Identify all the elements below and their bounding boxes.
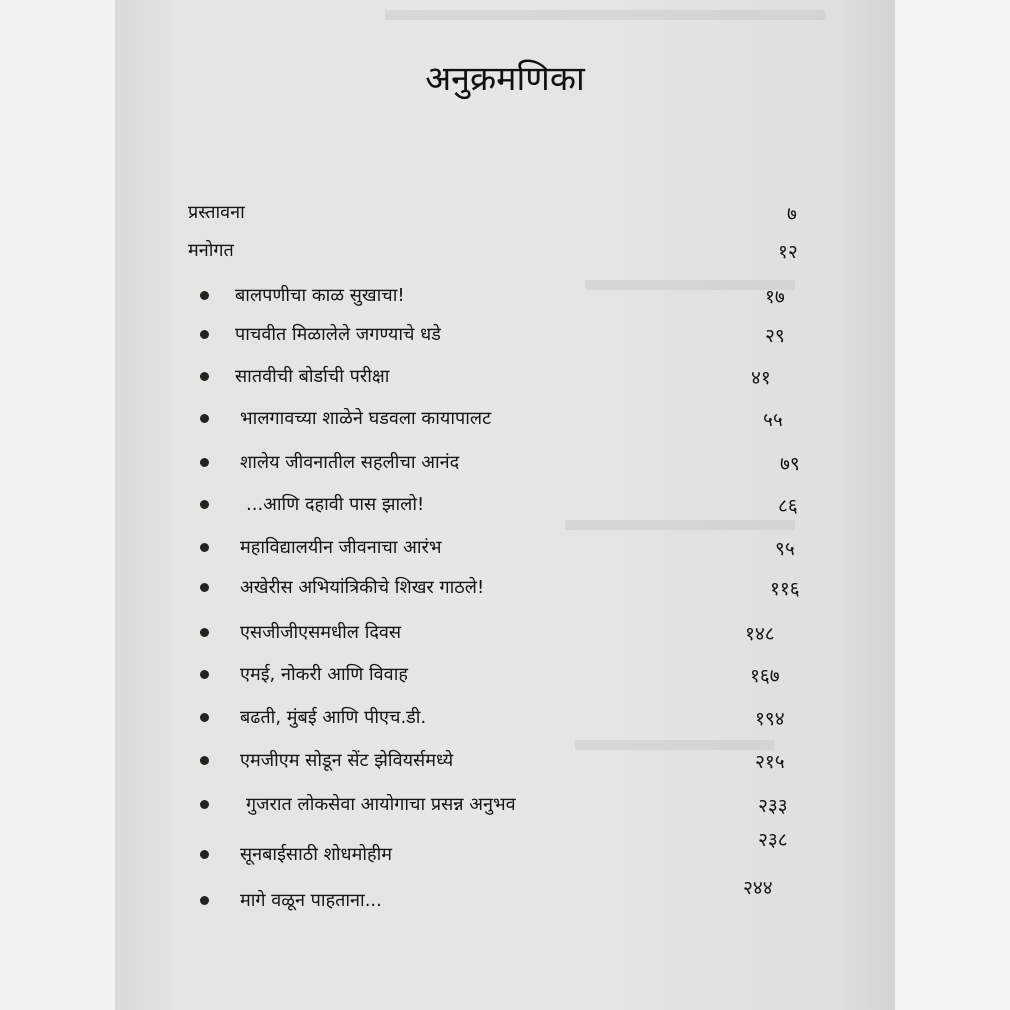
toc-entry-label: एमई, नोकरी आणि विवाह <box>240 664 408 685</box>
toc-entry <box>115 322 895 356</box>
toc-entry-label: प्रस्तावना <box>188 202 245 223</box>
toc-entry-page: ११६ <box>770 578 800 600</box>
background-left <box>0 0 115 1010</box>
toc-entry <box>115 575 895 609</box>
bullet-icon <box>200 713 209 722</box>
bullet-icon <box>200 543 209 552</box>
toc-entry <box>115 829 895 876</box>
toc-entry-page: २९ <box>765 325 785 347</box>
bleed-through-text <box>385 10 825 20</box>
toc-entry-label: महाविद्यालयीन जीवनाचा आरंभ <box>240 537 442 558</box>
toc-entry-label: शालेय जीवनातील सहलीचा आनंद <box>240 452 460 473</box>
toc-entry-label: मागे वळून पाहताना... <box>240 890 382 911</box>
toc-entry <box>115 450 895 484</box>
toc-entry <box>115 877 895 922</box>
toc-entry-label: बालपणीचा काळ सुखाचा! <box>235 285 405 306</box>
toc-entry-page: १२ <box>778 241 798 263</box>
bullet-icon <box>200 756 209 765</box>
bullet-icon <box>200 500 209 509</box>
toc-entry-page: १७ <box>765 286 785 308</box>
toc-entry <box>115 283 895 317</box>
toc-entry-page: २१५ <box>755 751 785 773</box>
toc-entry-label: मनोगत <box>188 240 234 261</box>
toc-entry-label: सूनबाईसाठी शोधमोहीम <box>240 844 392 865</box>
toc-entry <box>115 792 895 826</box>
toc-entry <box>115 748 895 782</box>
toc-entry-page: २३३ <box>758 795 788 817</box>
toc-entry <box>115 406 895 440</box>
toc-entry <box>115 492 895 526</box>
toc-entry-page: ७९ <box>780 453 800 475</box>
toc-entry <box>115 705 895 739</box>
bullet-icon <box>200 291 209 300</box>
toc-entry-label: सातवीची बोर्डाची परीक्षा <box>235 366 390 387</box>
background-right <box>895 0 1010 1010</box>
bullet-icon <box>200 458 209 467</box>
toc-entry-label: एसजीजीएसमधील दिवस <box>240 622 402 643</box>
toc-entry-label: बढती, मुंबई आणि पीएच.डी. <box>240 707 427 728</box>
toc-entry-page: ७ <box>787 203 797 225</box>
toc-entry-label: ...आणि दहावी पास झालो! <box>246 494 425 515</box>
bullet-icon <box>200 896 209 905</box>
toc-entry-page: २३८ <box>758 829 788 851</box>
toc-entry-label: पाचवीत मिळालेले जगण्याचे धडे <box>235 324 441 345</box>
toc-entry-page: १६७ <box>750 665 780 687</box>
toc-entry-page: ९५ <box>775 538 795 560</box>
page-title: अनुक्रमणिका <box>425 59 585 99</box>
toc-entry-author-note <box>115 238 895 272</box>
toc-entry <box>115 662 895 696</box>
toc-entry-page: १४८ <box>745 623 775 645</box>
toc-entry-page: ४१ <box>751 367 771 389</box>
bullet-icon <box>200 414 209 423</box>
toc-entry-label: गुजरात लोकसेवा आयोगाचा प्रसन्न अनुभव <box>246 794 516 815</box>
bullet-icon <box>200 583 209 592</box>
bullet-icon <box>200 372 209 381</box>
toc-entry-page: ८६ <box>778 495 798 517</box>
toc-entry <box>115 364 895 398</box>
toc-entry-preface <box>115 200 895 234</box>
toc-entry <box>115 620 895 654</box>
bullet-icon <box>200 670 209 679</box>
toc-entry <box>115 535 895 569</box>
bullet-icon <box>200 800 209 809</box>
bullet-icon <box>200 330 209 339</box>
toc-entry-label: एमजीएम सोडून सेंट झेवियर्समध्ये <box>240 750 454 771</box>
bullet-icon <box>200 850 209 859</box>
toc-entry-label: भालगावच्या शाळेने घडवला कायापालट <box>240 408 492 429</box>
toc-entry-page: ५५ <box>763 409 783 431</box>
book-page <box>115 0 895 1010</box>
toc-entry-page: २४४ <box>743 877 773 899</box>
toc-entry-page: १९४ <box>755 708 785 730</box>
toc-entry-label: अखेरीस अभियांत्रिकीचे शिखर गाठले! <box>240 577 485 598</box>
bullet-icon <box>200 628 209 637</box>
